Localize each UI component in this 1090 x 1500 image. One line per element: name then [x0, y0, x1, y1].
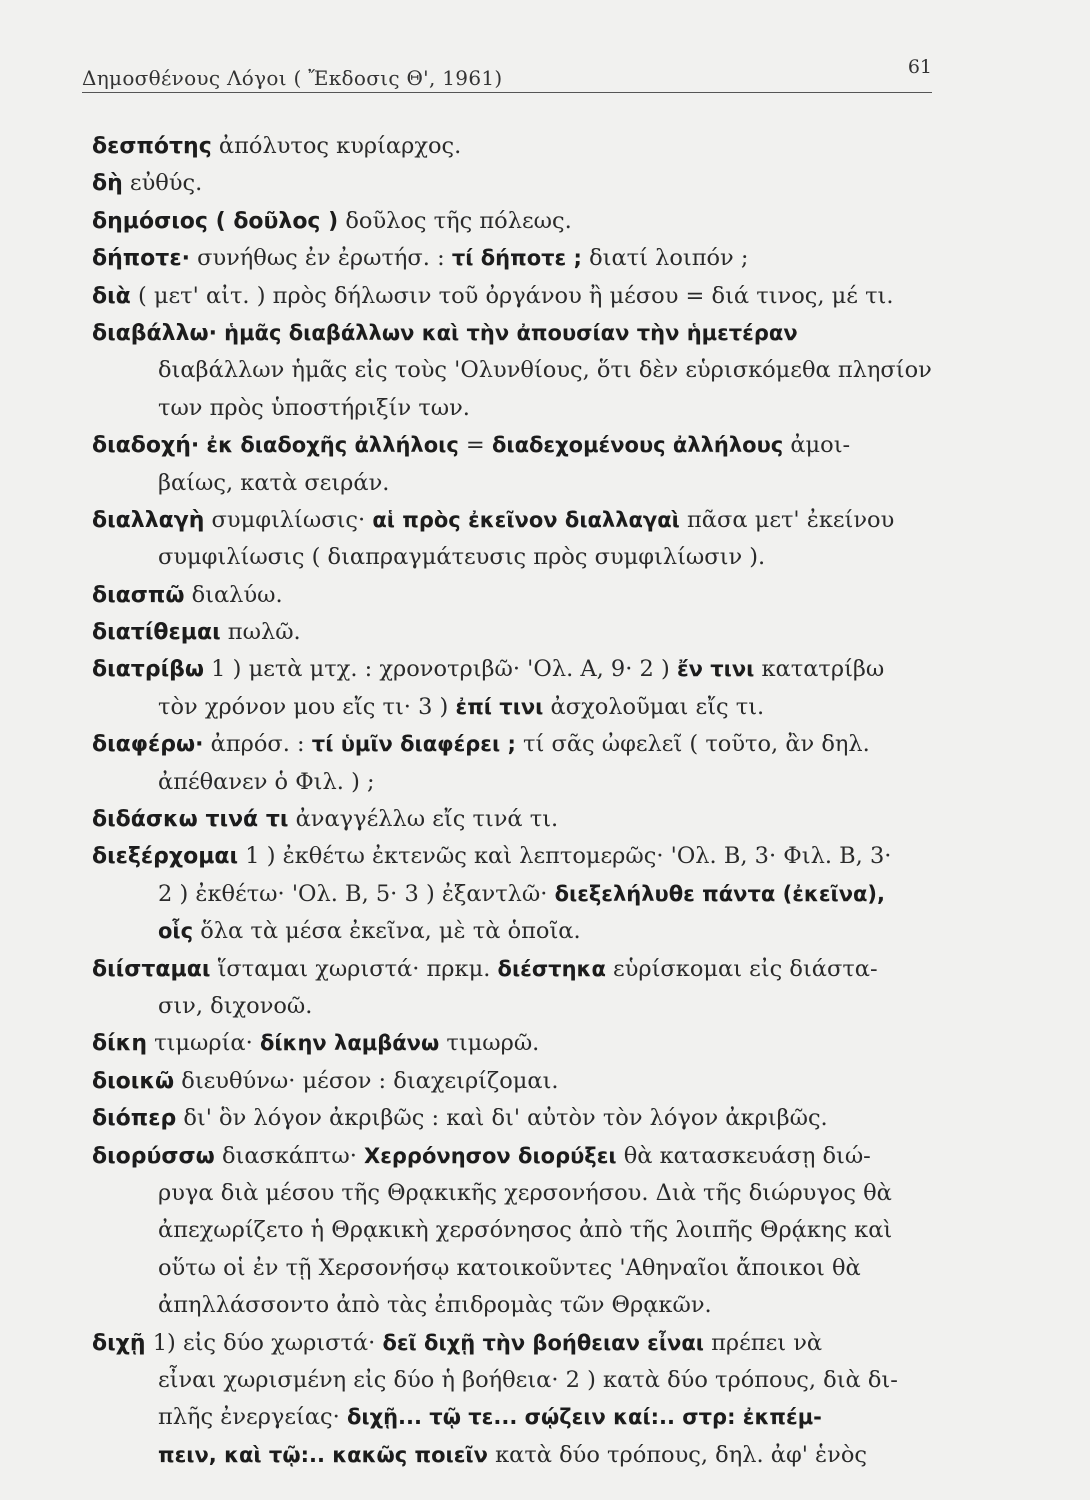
bold-phrase: διέστηκα [497, 956, 606, 981]
definition-text: πᾶσα μετ' ἐκείνου [679, 506, 895, 533]
definition-text: διασκάπτω· [214, 1142, 365, 1169]
glossary-entry [92, 502, 962, 577]
definition-text: βαίως, κατὰ σειράν. [158, 469, 390, 496]
entry-continuation-line [92, 1437, 962, 1474]
bold-phrase: τί δήποτε ; [451, 246, 582, 271]
bold-phrase: πειν, καὶ τῷ:.. κακῶς ποιεῖν [158, 1442, 488, 1467]
entry-first-line [92, 726, 962, 763]
definition-text: 1 ) μετὰ μτχ. : χρονοτριβῶ· 'Ολ. Α, 9· 2 ) [204, 656, 677, 683]
definition-text: τιμωρῶ. [439, 1030, 540, 1057]
header-title: Δημοσθένους Λόγοι ( Ἔκδοσις Θ', 1961) [82, 66, 503, 90]
entry-first-line [92, 502, 962, 539]
headword: δημόσιος ( δοῦλος ) [92, 208, 339, 234]
entry-first-line [92, 165, 962, 202]
definition-text: ἀμοι- [783, 432, 851, 459]
entry-first-line [92, 427, 962, 464]
bold-phrase: ἐπί τινι [455, 694, 544, 719]
entry-continuation-line [92, 689, 962, 726]
glossary-entry [92, 240, 962, 277]
definition-text: πρέπει νὰ [703, 1329, 823, 1356]
definition-text: 1 ) ἐκθέτω ἐκτενῶς καὶ λεπτομερῶς· 'Ολ. Β, 3· Φιλ. Β, 3· [238, 843, 892, 870]
entry-continuation-line [92, 1212, 962, 1249]
glossary-entry [92, 128, 962, 165]
definition-text: = [458, 432, 492, 459]
glossary-entry [92, 577, 962, 614]
page-number: 61 [907, 56, 932, 78]
bold-phrase: ἐκ διαδοχῆς ἀλλήλοις [206, 433, 459, 458]
glossary-entry [92, 1063, 962, 1100]
definition-text: 2 ) ἐκθέτω· 'Ολ. Β, 5· 3 ) ἐξαντλῶ· [158, 880, 555, 907]
headword: δὴ [92, 171, 123, 197]
bold-phrase: διεξελήλυθε πάντα (ἐκεῖνα), [554, 881, 885, 906]
definition-text: 1) εἰς δύο χωριστά· [145, 1329, 383, 1356]
entry-continuation-line [92, 1250, 962, 1287]
definition-text: πωλῶ. [220, 619, 301, 646]
glossary-entry [92, 1325, 962, 1475]
headword: δεσπότης [92, 134, 212, 159]
definition-text: κατατρίβω [754, 656, 885, 683]
headword: διαδοχή· [92, 433, 200, 459]
glossary-entry [92, 801, 962, 838]
glossary-entry [92, 1138, 962, 1325]
glossary-body [92, 128, 962, 1474]
definition-text: ἀναγγέλλω εἴς τινά τι. [288, 806, 559, 833]
entry-continuation-line [92, 876, 962, 913]
headword: διαφέρω· [92, 732, 204, 758]
bold-phrase: ἔν τινι [676, 657, 755, 682]
entry-continuation-line [92, 1175, 962, 1212]
entry-first-line [92, 801, 962, 838]
definition-text: ἀπρόσ. : [203, 731, 312, 758]
definition-text: πλῆς ἐνεργείας· [158, 1404, 347, 1431]
definition-text: συμφιλίωσις ( διαπραγμάτευσις πρὸς συμφιλίωσιν ). [158, 544, 766, 571]
entry-first-line [92, 651, 962, 688]
entry-continuation-line [92, 1287, 962, 1324]
bold-phrase: ἡμᾶς διαβάλλων καὶ τὴν ἀπουσίαν τὴν ἡμετέραν [224, 320, 798, 345]
entry-first-line [92, 838, 962, 875]
headword: δίκη [92, 1031, 147, 1057]
bold-phrase: διχῇ... τῷ τε... σῴζειν καί:.. στρ: ἐκπέμ- [346, 1405, 822, 1430]
definition-text: ἵσταμαι χωριστά· πρκμ. [210, 955, 498, 982]
bold-phrase: δίκην λαμβάνω [259, 1031, 440, 1056]
glossary-entry [92, 315, 962, 427]
entry-first-line [92, 614, 962, 651]
bold-phrase: οἷς [158, 919, 194, 944]
headword: διαβάλλω· [92, 320, 217, 346]
headword: διχῇ [92, 1330, 146, 1356]
headword: διίσταμαι [92, 956, 211, 982]
entry-continuation-line [92, 1362, 962, 1399]
definition-text: τὸν χρόνον μου εἴς τι· 3 ) [158, 693, 456, 720]
definition-text: σιν, διχονοῶ. [158, 992, 313, 1019]
definition-text: εὑρίσκομαι εἰς διάστα- [605, 955, 878, 982]
glossary-entry [92, 651, 962, 726]
entry-continuation-line [92, 465, 962, 502]
bold-phrase: τί ὑμῖν διαφέρει ; [311, 732, 516, 757]
entry-first-line [92, 577, 962, 614]
entry-first-line [92, 1063, 962, 1100]
entry-first-line [92, 951, 962, 988]
headword: διατίθεμαι [92, 620, 221, 646]
bold-phrase: διαδεχομένους ἀλλήλους [491, 433, 784, 458]
entry-continuation-line [92, 1399, 962, 1436]
entry-first-line [92, 315, 962, 352]
definition-text: συμφιλίωσις· [204, 506, 373, 533]
definition-text: ὅλα τὰ μέσα ἐκεῖνα, μὲ τὰ ὁποῖα. [193, 918, 581, 945]
glossary-entry [92, 1025, 962, 1062]
definition-text: ρυγα διὰ μέσου τῆς Θρᾳκικῆς χερσονήσου. Διὰ τῆς διώρυγος θὰ [158, 1179, 892, 1206]
glossary-entry [92, 614, 962, 651]
headword: δήποτε· [92, 246, 190, 272]
definition-text: δοῦλος τῆς πόλεως. [338, 207, 572, 234]
entry-first-line [92, 240, 962, 277]
definition-text: συνήθως ἐν ἐρωτήσ. : [189, 245, 452, 272]
definition-text: των πρὸς ὑποστήριξίν των. [158, 394, 470, 421]
headword: διοικῶ [92, 1068, 175, 1094]
definition-text: εἶναι χωρισμένη εἰς δύο ἡ βοήθεια· 2 ) κατὰ δύο τρόπους, διὰ δι- [158, 1366, 898, 1393]
entry-first-line [92, 1138, 962, 1175]
definition-text: κατὰ δύο τρόπους, δηλ. ἀφ' ἑνὸς [487, 1441, 867, 1468]
glossary-entry [92, 203, 962, 240]
definition-text: δι' ὃν λόγον ἀκριβῶς : καὶ δι' αὐτὸν τὸν λόγον ἀκριβῶς. [176, 1105, 828, 1132]
definition-text: διευθύνω· μέσον : διαχειρίζομαι. [174, 1067, 559, 1094]
headword: διατρίβω [92, 657, 205, 683]
bold-phrase: αἱ πρὸς ἐκεῖνον διαλλαγαὶ [372, 507, 680, 532]
glossary-entry [92, 951, 962, 1026]
headword: διαλλαγὴ [92, 507, 205, 533]
definition-text: ἀπηλλάσσοντο ἀπὸ τὰς ἐπιδρομὰς τῶν Θρᾳκῶν. [158, 1292, 712, 1319]
entry-continuation-line [92, 352, 962, 389]
entry-first-line [92, 1025, 962, 1062]
running-header [82, 56, 932, 93]
entry-first-line [92, 128, 962, 165]
definition-text: διαλύω. [184, 581, 283, 608]
definition-text: τιμωρία· [146, 1030, 260, 1057]
entry-first-line [92, 1325, 962, 1362]
headword: διδάσκω τινά τι [92, 807, 289, 833]
glossary-entry [92, 838, 962, 950]
definition-text: διατί λοιπόν ; [581, 245, 749, 272]
bold-phrase: δεῖ διχῇ τὴν βοήθειαν εἶναι [382, 1330, 704, 1355]
definition-text: θὰ κατασκευάσῃ διώ- [616, 1142, 871, 1169]
definition-text: ἀπεχωρίζετο ἡ Θρᾳκικὴ χερσόνησος ἀπὸ τῆς λοιπῆς Θρᾴκης καὶ [158, 1217, 893, 1244]
definition-text: ( μετ' αἰτ. ) πρὸς δήλωσιν τοῦ ὀργάνου ἢ μέσου = διά τινος, μέ τι. [130, 282, 894, 309]
entry-first-line [92, 278, 962, 315]
definition-text: οὕτω οἱ ἐν τῇ Χερσονήσῳ κατοικοῦντες 'Αθηναῖοι ἄποικοι θὰ [158, 1254, 861, 1281]
definition-text: ἀπέθανεν ὁ Φιλ. ) ; [158, 768, 375, 795]
headword: διόπερ [92, 1106, 177, 1132]
glossary-entry [92, 165, 962, 202]
entry-continuation-line [92, 539, 962, 576]
glossary-entry [92, 427, 962, 502]
glossary-entry [92, 278, 962, 315]
entry-first-line [92, 203, 962, 240]
bold-phrase: Χερρόνησον διορύξει [364, 1143, 617, 1168]
entry-continuation-line [92, 988, 962, 1025]
headword: διεξέρχομαι [92, 844, 239, 870]
glossary-entry [92, 1100, 962, 1137]
definition-text: ἀσχολοῦμαι εἴς τι. [543, 693, 765, 720]
definition-text: διαβάλλων ἡμᾶς εἰς τοὺς 'Ολυνθίους, ὅτι δὲν εὑρισκόμεθα πλησίον [158, 357, 932, 384]
entry-continuation-line [92, 913, 962, 950]
definition-text: τί σᾶς ὠφελεῖ ( τοῦτο, ἂν δηλ. [515, 731, 870, 758]
headword: διὰ [92, 283, 131, 309]
entry-first-line [92, 1100, 962, 1137]
glossary-entry [92, 726, 962, 801]
headword: διασπῶ [92, 582, 185, 608]
definition-text: ἀπόλυτος κυρίαρχος. [211, 133, 462, 159]
headword: διορύσσω [92, 1143, 215, 1169]
definition-text: εὐθύς. [122, 170, 203, 197]
entry-continuation-line [92, 390, 962, 427]
entry-continuation-line [92, 764, 962, 801]
